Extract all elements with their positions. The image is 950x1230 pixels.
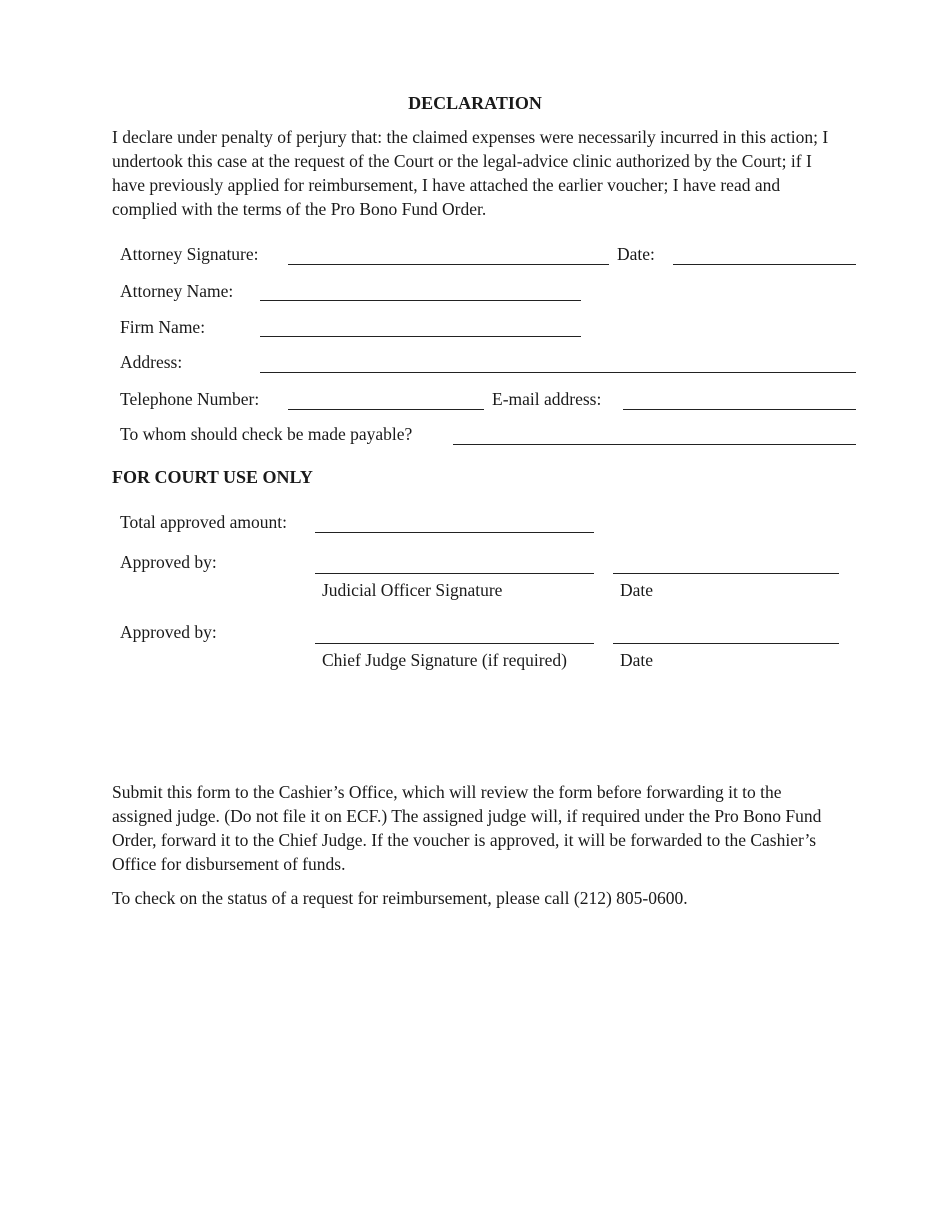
approved-by-label-1: Approved by: [120,552,217,572]
judicial-officer-signature-line[interactable] [315,573,594,574]
date-label: Date: [617,244,655,264]
payable-line[interactable] [453,444,856,445]
chief-judge-date-caption: Date [620,650,654,670]
attorney-name-label: Attorney Name: [120,281,234,301]
total-approved-label: Total approved amount: [120,512,287,532]
status-note: To check on the status of a request for reimbursement, please call (212) 805-0600. [112,888,688,908]
judicial-officer-signature-caption: Judicial Officer Signature [322,580,503,600]
approved-by-label-2: Approved by: [120,622,217,642]
address-line[interactable] [260,372,856,373]
attorney-signature-label: Attorney Signature: [120,244,259,264]
email-label: E-mail address: [492,389,602,409]
court-use-heading: FOR COURT USE ONLY [112,467,313,487]
attorney-name-line[interactable] [260,300,581,301]
date-line[interactable] [673,264,856,265]
chief-judge-signature-caption: Chief Judge Signature (if required) [322,650,567,670]
judicial-officer-date-caption: Date [620,580,654,600]
total-approved-line[interactable] [315,532,594,533]
email-line[interactable] [623,409,856,410]
submission-instructions: Submit this form to the Cashier’s Office, which will review the form before forwarding it to the assigned judge. (Do not file it on ECF.) The assigned judge will, if required under the Pro Bono Fund Order, forward it to the Chief Judge. If the voucher is approved, it will be forwarded to the Cashier’s Office for disbursement of funds. [112,782,822,874]
chief-judge-date-line[interactable] [613,643,839,644]
firm-name-line[interactable] [260,336,581,337]
chief-judge-signature-line[interactable] [315,643,594,644]
judicial-officer-date-line[interactable] [613,573,839,574]
firm-name-label: Firm Name: [120,317,206,337]
declaration-text: I declare under penalty of perjury that: the claimed expenses were necessarily incurred in this action; I undertook this case at the request of the Court or the legal-advice clinic authorized by the Court; if I have previously applied for reimbursement, I have attached the earlier voucher; I have read and complied with the terms of the Pro Bono Fund Order. [112,127,829,219]
telephone-label: Telephone Number: [120,389,260,409]
form-title: DECLARATION [408,93,542,113]
telephone-line[interactable] [288,409,484,410]
address-label: Address: [120,352,183,372]
payable-label: To whom should check be made payable? [120,424,413,444]
attorney-signature-line[interactable] [288,264,609,265]
